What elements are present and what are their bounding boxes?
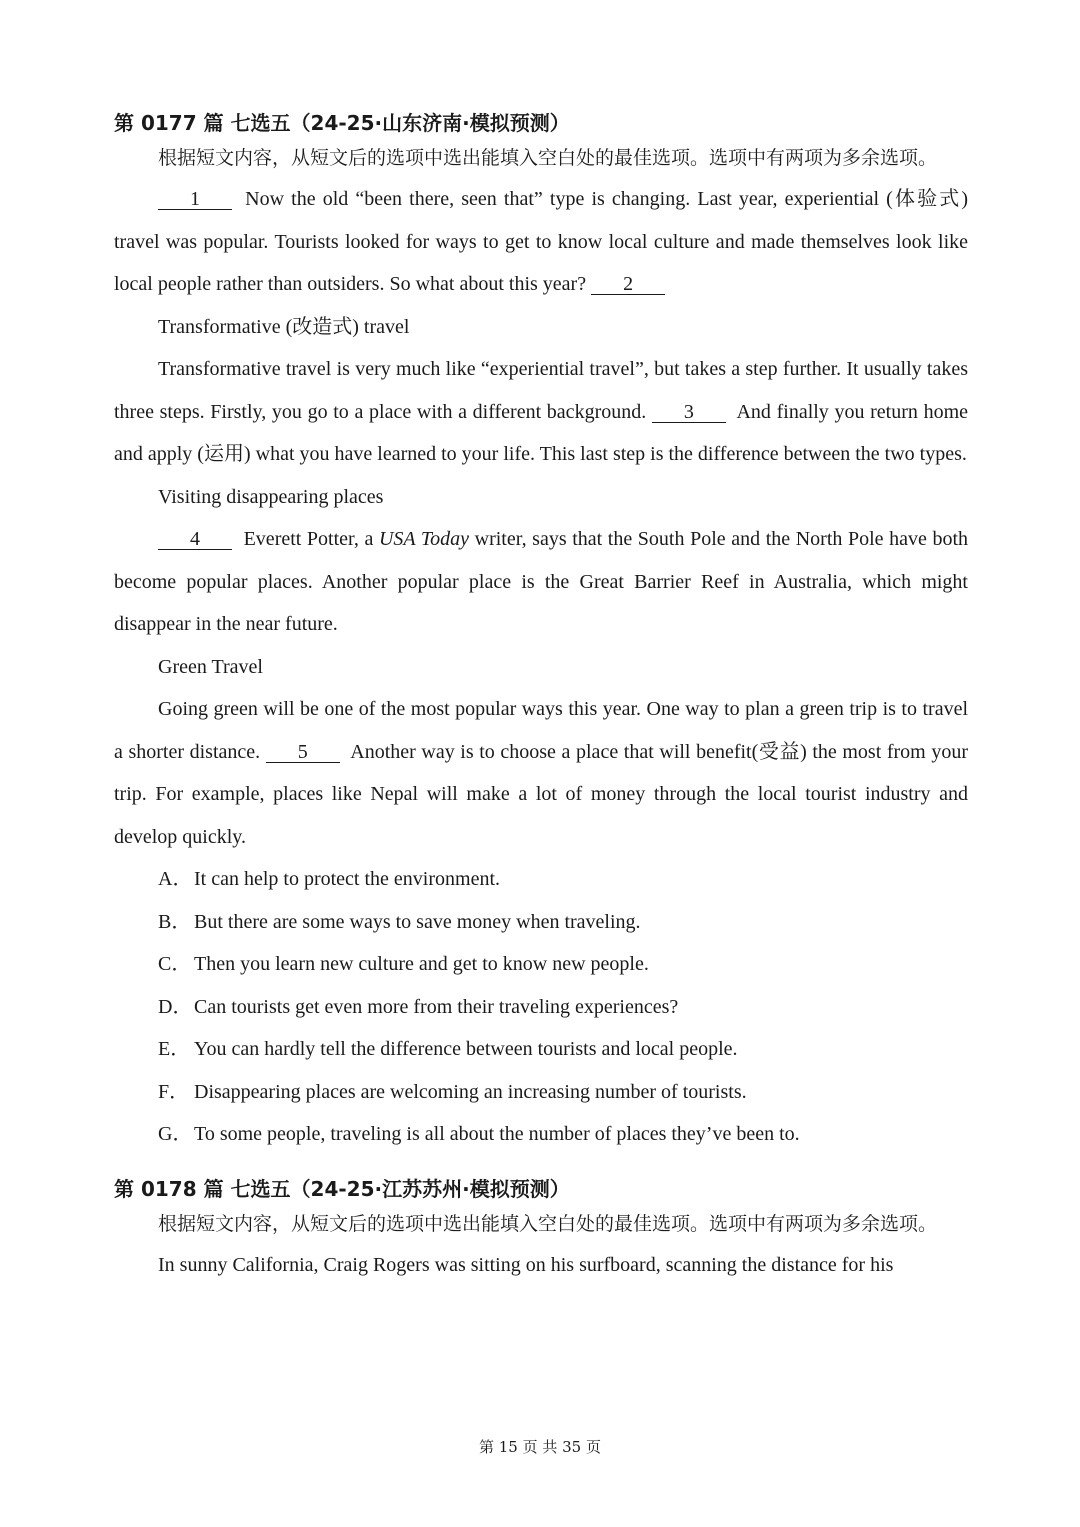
instruction-0178: 根据短文内容，从短文后的选项中选出能填入空白处的最佳选项。选项中有两项为多余选项。: [158, 1212, 938, 1235]
paragraph-2-text-b: And finally you return home and apply (运用) what you have learned to your life. This last step is the difference between the two types.: [114, 400, 968, 465]
option-f: [158, 1071, 968, 1114]
passage-paragraph-4: [114, 688, 968, 858]
option-text: You can hardly tell the difference between tourists and local people.: [194, 1038, 738, 1060]
document-page: [114, 108, 968, 1286]
option-d: [158, 986, 968, 1029]
paragraph-4-text-a: Going green will be one of the most popular ways this year. One way to plan a green trip is to travel a shorter distance.: [114, 698, 968, 763]
option-text: But there are some ways to save money when traveling.: [194, 910, 641, 933]
option-text: Disappearing places are welcoming an increasing number of tourists.: [194, 1080, 747, 1103]
subheading-disappearing-places: Visiting disappearing places: [158, 485, 384, 508]
option-letter: C．: [158, 953, 192, 975]
instruction-0177: 根据短文内容，从短文后的选项中选出能填入空白处的最佳选项。选项中有两项为多余选项。: [158, 147, 938, 169]
option-letter: A．: [158, 868, 193, 890]
paragraph-1-text: Now the old “been there, seen that” type is changing. Last year, experiential (体验式) travel was popular. Tourists looked for ways to get to know local culture and made themselves look like local people rather than outsiders. So what about this year?: [114, 188, 969, 295]
blank-5: 5: [266, 742, 340, 763]
passage-paragraph-1: [114, 178, 968, 306]
passage-paragraph-3: [114, 518, 968, 646]
paragraph-3-text-b: writer, says that the South Pole and the North Pole have both become popular places. Another popular place is the Great Barrier Reef in Australia, which might disappear in the near future.: [114, 528, 969, 635]
blank-3: 3: [652, 402, 726, 423]
option-letter: F．: [158, 1080, 190, 1103]
publication-name: USA Today: [378, 528, 470, 550]
option-g: [158, 1113, 968, 1156]
option-c: [158, 943, 968, 986]
blank-2: 2: [591, 274, 665, 295]
option-text: Can tourists get even more from their traveling experiences?: [194, 995, 679, 1018]
paragraph-3-text-a: Everett Potter, a: [243, 528, 374, 550]
option-letter: D．: [158, 995, 193, 1018]
section-gap: [114, 1156, 968, 1174]
passage-paragraph-2: [114, 348, 968, 476]
option-letter: G．: [158, 1123, 193, 1145]
option-text: It can help to protect the environment.: [194, 868, 501, 890]
blank-1: 1: [158, 189, 232, 210]
paragraph-2-text-a: Transformative travel is very much like “experiential travel”, but takes a step further. It usually takes three steps. Firstly, you go to a place with a different background.: [114, 358, 968, 423]
blank-4: 4: [158, 529, 232, 550]
subheading-green-travel: Green Travel: [158, 655, 263, 678]
option-text: To some people, traveling is all about the number of places they’ve been to.: [194, 1123, 800, 1145]
question-title-0178: 第 0178 篇 七选五（24-25·江苏苏州·模拟预测）: [114, 1176, 570, 1201]
subheading-transformative-travel: Transformative (改造式) travel: [158, 315, 410, 338]
page-footer: 第 15 页 共 35 页: [478, 1438, 601, 1456]
option-e: [158, 1028, 968, 1071]
option-a: [158, 858, 968, 901]
question-title-0177: 第 0177 篇 七选五（24-25·山东济南·模拟预测）: [114, 111, 570, 135]
passage-0178-paragraph-1: In sunny California, Craig Rogers was sitting on his surfboard, scanning the distance for his: [158, 1253, 894, 1276]
option-b: [158, 901, 968, 944]
option-letter: B．: [158, 910, 192, 933]
option-text: Then you learn new culture and get to know new people.: [194, 953, 649, 975]
answer-options: [114, 858, 968, 1156]
paragraph-4-text-b: Another way is to choose a place that will benefit(受益) the most from your trip. For example, places like Nepal will make a lot of money through the local tourist industry and develop quickly.: [114, 740, 968, 848]
option-letter: E．: [158, 1038, 191, 1060]
